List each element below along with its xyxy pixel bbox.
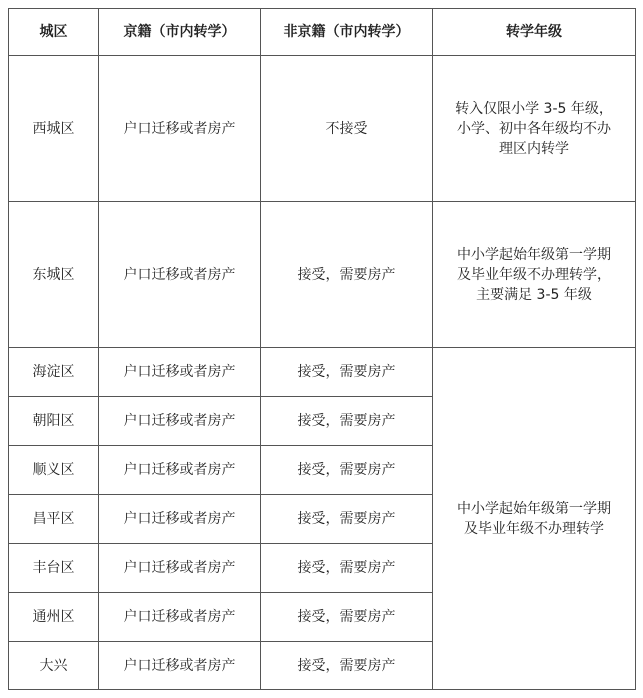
district-cell: 大兴 <box>9 642 99 690</box>
district-cell: 顺义区 <box>9 446 99 495</box>
district-cell: 丰台区 <box>9 544 99 593</box>
district-cell: 昌平区 <box>9 495 99 544</box>
grade-cell <box>433 202 636 348</box>
non-beijing-cell: 接受，需要房产 <box>261 446 433 495</box>
header-district: 城区 <box>9 9 99 56</box>
header-grade: 转学年级 <box>433 9 636 56</box>
grade-line: 小学、初中各年级均不办 <box>457 120 611 137</box>
beijing-cell: 户口迁移或者房产 <box>99 495 261 544</box>
non-beijing-cell: 接受，需要房产 <box>261 544 433 593</box>
district-cell: 东城区 <box>9 202 99 348</box>
grade-line: 理区内转学 <box>499 140 569 157</box>
table-row <box>9 348 636 397</box>
grade-line: 转入仅限小学 3-5 年级， <box>455 100 613 117</box>
district-cell: 通州区 <box>9 593 99 642</box>
grade-line: 主要满足 3-5 年级 <box>476 286 592 303</box>
header-beijing: 京籍（市内转学） <box>99 9 261 56</box>
table-row <box>9 202 636 348</box>
non-beijing-cell: 接受，需要房产 <box>261 495 433 544</box>
merged-grade-cell <box>433 348 636 690</box>
grade-line: 及毕业年级不办理转学， <box>457 266 611 283</box>
non-beijing-cell: 不接受 <box>261 56 433 202</box>
table-header-row <box>9 9 636 56</box>
beijing-cell: 户口迁移或者房产 <box>99 202 261 348</box>
non-beijing-cell: 接受，需要房产 <box>261 397 433 446</box>
district-cell: 海淀区 <box>9 348 99 397</box>
transfer-policy-table <box>8 8 636 690</box>
beijing-cell: 户口迁移或者房产 <box>99 544 261 593</box>
district-cell: 朝阳区 <box>9 397 99 446</box>
beijing-cell: 户口迁移或者房产 <box>99 642 261 690</box>
non-beijing-cell: 接受，需要房产 <box>261 593 433 642</box>
non-beijing-cell: 接受，需要房产 <box>261 642 433 690</box>
table-row <box>9 56 636 202</box>
beijing-cell: 户口迁移或者房产 <box>99 348 261 397</box>
grade-line: 中小学起始年级第一学期 <box>457 500 611 517</box>
beijing-cell: 户口迁移或者房产 <box>99 56 261 202</box>
beijing-cell: 户口迁移或者房产 <box>99 446 261 495</box>
beijing-cell: 户口迁移或者房产 <box>99 397 261 446</box>
non-beijing-cell: 接受，需要房产 <box>261 348 433 397</box>
beijing-cell: 户口迁移或者房产 <box>99 593 261 642</box>
non-beijing-cell: 接受，需要房产 <box>261 202 433 348</box>
grade-cell <box>433 56 636 202</box>
grade-line: 及毕业年级不办理转学 <box>464 520 604 537</box>
district-cell: 西城区 <box>9 56 99 202</box>
header-non-beijing: 非京籍（市内转学） <box>261 9 433 56</box>
grade-line: 中小学起始年级第一学期 <box>457 246 611 263</box>
